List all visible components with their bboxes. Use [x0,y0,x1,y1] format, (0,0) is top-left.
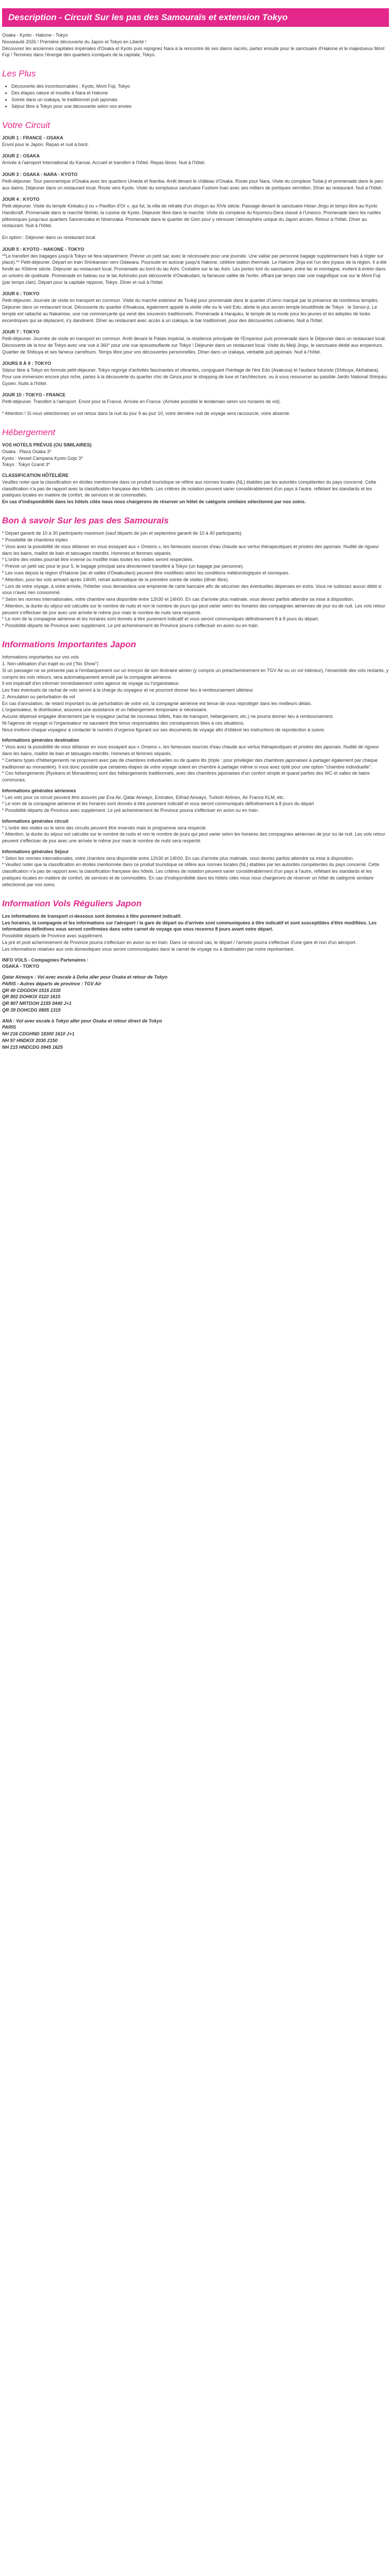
day-text: Petit-déjeuner. Visite du temple Kinkaku-ji ou « Pavillon d'Or », qui fut, la villa de retraite d'un shogun au XIVe siècle. Passage devant le sanctuaire Heian Jingu et temps libre au Kyoto Handicraft. Promenade dans le marché Nishiki, la cuisine de Kyoto. Déjeuner libre dans le marché. Visite du complexe du Kiyomizu-Dera classé à l'Unesco. Promenade dans les ruelles pittoresques jusqu'aux quartiers Sannenzaka et Ninenzaka. Promenade dans le quartier de Gion pour y retrouver l'atmosphère unique du Japon ancien. Retour à l'hôtel. Dîner au restaurant. Nuit à l'hôtel. [2,203,381,229]
info-line: Ni l'agence de voyage ni l'organisateur ne sauraient être tenus responsables des conséquences liées à ces situations. [2,720,245,726]
day-title: JOUR 7 : TOKYO [2,329,40,335]
info-line: * L'ordre des visites ou le sens des circuits peuvent être inversés mais le programme sera respecté. [2,825,207,830]
bon-savoir-item: * L'ordre des visites pourrait être inversé ou modifié mais toutes les visites seront respectées. [2,557,194,563]
circuit-heading: Votre Circuit [2,120,50,130]
info-line: * Vous avez la possibilité de vous délasser en vous essayant aux « Onsens », les fameuses sources d'eau chaude aux vertus thérapeutiques et prisées des japonais. Nudité de rigueur dans les bains, maillot de bain et tatouages interdits. Hommes et femmes séparés. [2,744,379,756]
sejour-list [2,855,389,888]
vols-bold-line: Les informations de transport ci-dessous sont données à titre purement indicatif. [2,913,182,919]
circuit-info-list [2,825,389,844]
day-text: En option : Déjeuner dans un restaurant local [2,235,95,241]
day-text: Envol pour le Japon. Repas et nuit à bord. [2,141,89,147]
hotel-osaka: Osaka : Plaza Osaka 3* [2,449,52,454]
info-line: * Certains types d'hébergements ne proposent avec pas de chambres individuelles ou de quatre lits (triple : pour privilégier des chambres japonaises à partager également par chaque traditionnel au monastère). Il est donc possible que certaines étapes de votre voyage soient en chambre à partager même si vous avez opté pour une option "chambre individuelle". [2,757,378,770]
ana-title: ANA : Vol avec escale à Tokyo aller pour Osaka et retour direct de Tokyo [2,1018,162,1023]
plus-item: • Soirée dans un izakaya, le traditionnel pub japonais [11,97,389,103]
day-block [2,360,389,387]
sejour-title: Informations générales Séjour [2,849,69,854]
plus-item: • Découverte des incontournables : Kyoto, Mont Fuji, Tokyo [11,83,389,90]
info-line: * Le nom de la compagnie aérienne et les horaires sont donnés à titre purement indicatif et vous seront communiqués définitivement à 8 jours du départ [2,801,314,807]
day-block [2,291,389,324]
day-block [2,329,389,355]
day-title: JOUR 4 : KYOTO [2,197,40,202]
intro-news: Nouveauté 2026 ! Première découverte du Japon et Tokyo en Liberté ! [2,39,147,44]
route-title: OSAKA - TOKYO [2,964,40,969]
flight-line: QR 40 CDGDOH 1515 2330 [2,987,61,993]
air-list [2,794,389,814]
day-text: **Le transfert des bagages jusqu'à Tokyo se fera séparément. Prévoir un petit sac avec le nécessaire pour une journée. Une valise par personne bagage supplémentaire frais à régler sur place).** Petit-déjeuner. Départ en train Shinkansen vers Odawara. Poursuite en autocar jusqu'à Hakone, célèbre station thermale. Le Hakone Jinja est l'un des joyaux de la région. Il a été fondé au XIIIème siècle. Déjeuner au restaurant local. Promenade au bord du lac Ashi. Croisière sur le lac Ashi. Les portes torii du sanctuaire, entre lac et montagne, invitent à entrer dans un univers de quiétude. Promenade en bateau sur le lac Ashinoko puis découverte d'Owakudani, la fameuse vallée de l'enfer, offrant par temps clair une magnifique vue sur le Mont Fuji (par temps clair). Départ pour la capitale nippone, Tokyo. Dîner et nuit à l'hôtel. [2,253,387,285]
intro-route: Osaka - Kyoto - Hakone - Tokyo [2,33,68,38]
classification-title: CLASSIFICATION HÔTELIÈRE [2,473,69,478]
bon-savoir-item: * Lors de votre voyage, à votre arrivée, l'hôtelier vous demandera une empreinte de carte bancaire afin de sécuriser des éventuelles dépenses en extra. Vous ne subissez aucun débit si vous n'avez rien consommé. [2,583,382,596]
info-line: Il est impératif d'en informer immédiatement votre agence de voyage ou l'organisateur. [2,681,180,686]
bon-savoir-item: * Selon les normes internationales, votre chambre sera disponible entre 12h30 et 14h00. En cas d'arrivée plus matinale, vous devrez parfois attendre sa mise à disposition. [2,597,354,602]
info-line: * Selon les normes internationales, votre chambre sera disponible entre 12h30 et 14h00. En cas d'arrivée plus matinale, vous devrez parfois attendre sa mise à disposition. [2,855,354,861]
bon-savoir-item: * Attention, pour les vols arrivant après 14h00, retrait automatique de la première soirée de visites (dîner libre). [2,577,229,582]
vol-notice: * Attention ! Si vous sélectionnez un vol retour dans la nuit du jour 9 au jour 10, votre dernière nuit de voyage sera raccourcie, voire absente. [2,410,290,416]
day-title: JOUR 1 : FRANCE - OSAKA [2,135,63,140]
day-title: JOURS 8 À 9 : TOKYO [2,361,51,366]
circuit-info-title: Informations générales circuit [2,818,69,824]
vols-heading: Information Vols Réguliers Japon [2,898,142,908]
plus-item: • Des étapes nature et insolite à Nara et Hakone [11,90,389,97]
day-block [2,171,389,191]
bon-savoir-item: * Possibilité départs de Province avec supplément. Le pré acheminement de Province pourra s'effectuer en avion ou en train. [2,623,259,629]
bon-savoir-item: * Les vues depuis la région d'Hakone (lac et vallée d'Owakudani) peuvent être modifiées selon les conditions météorologiques et sismiques. [2,570,290,575]
flight-line: NH 216 CDGHND 18300 1610 J+1 [2,1031,75,1037]
day-title: JOUR 10 : TOKYO - FRANCE [2,392,66,398]
day-text: Petit-déjeuner. Journée de visite en transport en commun. Visite du marché extérieur de Tsukiji pour promenade dans le quartier d'Ueno marqué par la présence de nombreux temples. Déjeuner dans un restaurant local. Découverte du quartier d'Asakusa, également appelé la vieille ville ou le vieil Edo, abrite le plus ancien temple bouddhiste de Tokyo : le Senso-ji. Le temple est rattaché au Nakamise, une rue commerçante qui vend des souvenirs traditionnels. Promenade à Harajuku, le temple de la mode pour les jeunes et les adeptes de looks excentriques qui se déplacent, s'y dandinent. Dîner au restaurant avec accès à un izakaya, le bar traditionnel, pour des découvertes culinaires. Nuit à l'hôtel. [2,298,379,323]
bon-savoir-item: * Le nom de la compagnie aérienne et les horaires sont donnés à titre purement indicatif et vous seront communiqués définitivement 8 à 8 jours du départ. [2,616,319,622]
day-block [2,246,389,286]
day-block [2,153,389,166]
day-text: Séjour libre à Tokyo en formule petit-déjeuner. Tokyo regorge d'activités fascinantes et vibrantes, conjuguant l'héritage de l'ère Edo (Asakusa) et l'audace futuriste (Shibuya, Akihabara). Pour une immersion encore plus riche, partez à la découverte du quartier chic de Ginza pour le shopping de luxe et l'architecture, ou à vous ressourcer au paisible Jardin National Shinjuku Gyoen. Nuits à l'hôtel. [2,367,387,386]
vols-line: La pré et post acheminement de Province pourra s'effectuer en avion ou en train. Dans ce second cas, le départ / l'arrivée pourra s'effectuer d'une gare et non d'un aéroport. [2,939,357,945]
info-line: Nous invitons chaque voyageur à contacter le numéro d'urgence figurant sur ses documents de voyage afin d'obtenir les instructions de reprotection à suivre. [2,727,325,732]
day-text: Petit-déjeuner. Tour panoramique d'Osaka avec les quartiers Umeda et Namba. Arrêt devant le château d'Osaka. Route pour Nara. Visite du complexe Todai-ji et promenade dans le parc aux daims. Déjeuner dans un restaurant local. Route vers Kyoto. Visite du somptueux sanctuaire Fushimi Inari avec ses milliers de portiques vermillon. Dîner au restaurant. Nuit à l'hôtel. [2,178,384,190]
page [0,0,391,1071]
bon-savoir-item: * Vous avez la possibilité de vous délasser en vous essayant aux « Onsens », les fameuses sources d'eau chaude aux vertus thérapeutiques et prisées des japonais. Nudité de rigueur dans les bains, maillot de bain et tatouages interdits. Hommes et femmes séparés. [2,543,379,556]
vols-line: Les informations relatives aux vols domestiques vous seront communiquées dans le carnet de voyage ou à destination par notre représentant. [2,946,295,952]
day-block [2,392,389,405]
info-line: Si un passager ne se présente pas à l'embarquement sur un tronçon de son itinéraire aérien (y compris un préacheminement en TGV Air ou un vol intérieur), l'ensemble des vols restants, y compris les vols retours, sera automatiquement annulé par la compagnie aérienne. [2,667,389,680]
general-list [2,744,389,783]
bon-savoir-item: * Départ garanti de 10 à 30 participants maximum (sauf départs de juin et septembre garanti de 10 à 40 participants). [2,531,243,536]
hotels-block [2,442,389,505]
general-title: Informations générales destination [2,738,79,743]
day-title: JOUR 5 : KYOTO - HAKONE - TOKYO [2,246,85,252]
ana-sub: PARIS [2,1025,16,1030]
air-title: Informations générales aériennes [2,788,76,793]
info-line: Aucune dépense engagée directement par le voyageur (achat de nouveaux billets, frais de transport, hébergement, etc.) ne pourra donner lieu à remboursement. [2,714,334,719]
partners-title: INFO VOLS - Compagnies Partenaires : [2,957,89,963]
flight-line: QR 39 DOHCDG 0805 1315 [2,1007,61,1013]
info-line: * Possibilité départs de Province avec supplément. Le pré acheminement de Province pourra s'effectuer en avion ou en train. [2,808,259,813]
info-line: 1. Non-utilisation d'un trajet ou vol ("No Show") [2,661,99,667]
info-line: 2. Annulation ou perturbation de vol [2,694,75,699]
day-block [2,234,389,241]
hotel-tokyo: Tokyo : Tokyo Grand 3* [2,462,50,468]
flight-line: NH 97 HNDKIX 2030 2150 [2,1037,58,1043]
infos-japon-heading: Informations Importantes Japon [2,639,136,649]
plus-list [11,83,389,109]
plus-heading: Les Plus [2,69,36,79]
flight-line: QR 802 DOHKIX 0110 1615 [2,994,60,1000]
hebergement-heading: Hébergement [2,427,56,437]
day-text: Petit-déjeuner. Transfert à l'aéroport. Envol pour la France. Arrivée en France. (Arrivée possible le lendemain selon vos horaires de vol). [2,399,281,405]
day-block [2,135,389,148]
bon-savoir-item: * Possibilité de chambres triples [2,537,68,543]
intro-description: Découvrez les anciennes capitales impériales d'Osaka et Kyoto puis rejoignez Nara à la rencontre de ses daims sacrés, partez ensuite pour le sanctuaire d'Hakone et le majestueux Mont Fuji ! Terminez dans l'énergie des quartiers iconiques de la capitale, Tokyo. [2,45,385,58]
qatar-sub: PARIS - Autres départs de province : TGV Air [2,981,102,986]
day-text: Arrivée à l'aéroport International du Kansai. Accueil et transfert à l'hôtel. Repas libres. Nuit à l'hôtel. [2,160,206,166]
vols-line: Possibilité départs de Province avec supplément. [2,933,104,939]
info-line: * Les vols pour ce circuit peuvent être assurés par Eva Air, Qatar Airways, Emirates, Etihad Airways, Turkish Airlines, Air France KLM, etc. [2,794,285,800]
info-line: L'organisateur, le distributeur, assurera une assistance et un hébergement temporaire si nécessaire. [2,707,208,713]
info-line: Les frais éventuels de rachat de vols seront à la charge du voyageur et ne pourront donner lieu à remboursement ultérieur. [2,687,254,693]
flight-line: QR 807 NRTDOH 2155 0440 J+1 [2,1001,72,1006]
info-line: En cas d'annulation, de retard important ou de perturbation de votre vol, la compagnie aérienne est tenue de vous reprotéger dans les meilleurs délais. [2,700,312,706]
classification-bold: En cas d'indisponibilité dans les hôtels cités nous nous chargerons de réserver un hôtel de catégorie similaire sélectionné par nos soins. [2,499,306,505]
day-block [2,196,389,229]
qatar-title: Qatar Airways : Vol avec escale à Doha aller pour Osaka et retour de Tokyo [2,974,168,980]
intro [2,32,389,58]
page-title: Description - Circuit Sur les pas des Samouraïs et extension Tokyo [2,8,389,27]
bon-savoir-list [2,530,389,629]
vols-bold-line: Les horaires, la compagnie et les informations sur l'aéroport / la gare de départ ou d'arrivée sont communiquées à titre indicatif et sont susceptibles d'être modifiées. Les informations définitives vous seront confirmées dans votre carnet de voyage que vous recevrez 8 jours avant votre départ. [2,920,377,932]
infos-vols-block [2,654,389,733]
day-title: JOUR 6 : TOKYO [2,291,40,297]
day-title: JOUR 3 : OSAKA - NARA - KYOTO [2,171,78,177]
info-line: * Ces hébergements (Ryokans et Monastères) sont des hébergements traditionnels, avec des chambres japonaises d'un confort simple et quand parfois des WC et salles de bains communes. [2,771,370,783]
day-text: Petit-déjeuner. Journée de visite en transport en commun. Arrêt devant le Palais impérial, la résidence principale de l'Empereur puis promenade dans le Déjeuner dans un restaurant local. Découverte de la tour de Tokyo avec une vue à 360° pour une vue époustouflante sur Tokyo ! Déjeuner dans un restaurant local. Visite du Meiji Jingu, le sanctuaire dédié aux empereurs. Quartier de Shibuya et ses fameux carrefours. Temps libre pour vos découvertes personnelles. Dîner dans un izakaya, véritable pub japonais. Nuit à l'hôtel. [2,336,386,355]
vols-block [2,913,389,1051]
bon-savoir-item: * Attention, la durée du séjour est calculée sur le nombre de nuits et non le nombre de jours qui peut varier selon les horaires des compagnies aériennes de jour ou de nuit. Les vols retour peuvent s'effectuer de jour avec une arrivée le même jour mais le nombre de nuits sera respecté. [2,603,385,615]
info-line: * Attention, la durée du séjour est calculée sur le nombre de nuits et non le nombre de jours qui peut varier selon les horaires des compagnies aériennes de jour ou de nuit. Les vols retour peuvent s'effectuer de jour avec une arrivée le même jour mais le nombre de nuits sera respecté. [2,831,385,844]
circuit-days [2,135,389,405]
info-line: Informations importantes sur vos vols [2,654,79,660]
hotel-kyoto: Kyoto : Vessel Campana Kyoto Gojo 3* [2,455,83,461]
classification-text: Veuillez noter que la classification en étoiles mentionnée dans ce produit touristique se réfère aux normes locales (NL) établies par les autorités compétentes du pays concerné. Cette classification n'a pas de rapport avec la classification française des hôtels. Les critères de notation peuvent varier considérablement d'un pays à l'autre, reflétant les standards et les pratiques locales en matière de confort, de services et de commodités. [2,479,377,498]
flight-line: NH 215 HNDCDG 0945 1625 [2,1044,63,1050]
day-title: JOUR 2 : OSAKA [2,153,40,159]
info-line: * Veuillez noter que la classification en étoiles mentionnée dans ce produit touristique se réfère aux normes locales (NL) établies par les autorités compétentes du pays concerné. Cette classification n'a pas de rapport avec la classification française des hôtels. Les critères de notation peuvent varier considérablement d'un pays à l'autre, reflétant les standards et les pratiques locales en matière de confort, de services et de commodités. En cas d'indisponibilité dans les hôtels cités nous nous chargerons de réserver un hôtel de catégorie similaire sélectionné par nos soins. [2,862,380,887]
plus-item: • Séjour libre à Tokyo pour une découverte selon vos envies [11,103,389,110]
bon-savoir-heading: Bon à savoir Sur les pas des Samouraïs [2,515,169,525]
bon-savoir-item: * Prévoir un petit sac pour le jour 5, le bagage principal sera directement transféré à Tokyo (un bagage par personne). [2,564,244,569]
hotels-subtitle: VOS HOTELS PRÉVUS (OU SIMILAIRES) [2,442,92,448]
